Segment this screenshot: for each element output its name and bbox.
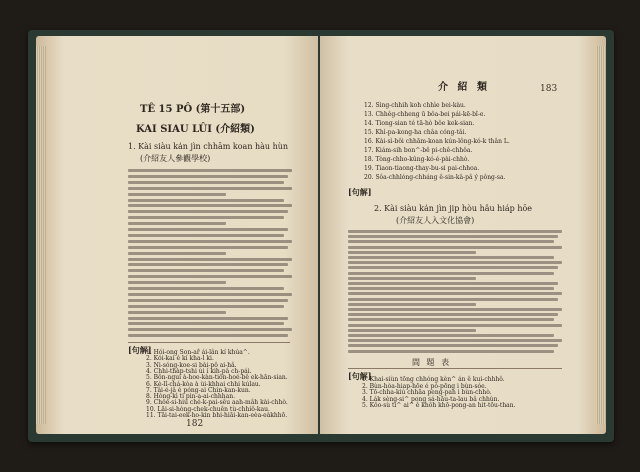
text-line [128,240,292,243]
text-line [128,204,292,207]
list-item: 9. Chôe-si-hiú ché-k-pai-sêu aah-mâh kài-chhò. [146,399,288,407]
text-line [348,240,554,243]
text-line [348,344,558,347]
list-item: 20. Sôa-chhlóng-chháng ê-sin-kâ-pâ ý pông-sa. [364,174,506,181]
list-item: 6. Kè-lî-chá-kòa à ùi-khhai chhi kúlau. [146,380,261,388]
left-page [36,36,318,434]
text-line [128,334,288,337]
text-line [348,324,562,327]
list-item: 3. Tō-chha-kiú chhāa peng-pah i bùn-chhò. [362,389,492,396]
text-line [348,308,562,311]
text-line [348,266,558,269]
notes-divider [348,368,562,369]
text-line [128,281,226,284]
lesson-heading: 1. Kài siàu ka̍n jìn chhām koan hàu hùn [128,142,289,151]
text-line [348,277,476,280]
text-line [128,181,284,184]
list-item: 2. Bùn-hòa-hiap-hōe é pó-pōng i bùn-sóe. [362,382,487,390]
text-line [128,228,288,231]
lesson-heading-cjk: (介紹友人參觀學校) [140,154,211,163]
text-line [348,261,562,264]
lesson-heading: 2. Kài siàu ka̍n jìn jip hòu hâu hiáp hōe [374,204,533,213]
text-line [128,317,288,320]
text-line [348,298,558,301]
notes-label: [句解] [128,345,152,355]
notes-divider [128,342,290,343]
text-line [128,222,226,225]
text-line [348,313,558,316]
text-line [348,350,554,353]
list-item: 5. Kôo-sù tì^ ai^ ê khôh khō-pong-an hit-tōu-than. [362,402,516,409]
text-line [128,246,288,249]
text-line [128,322,284,325]
text-line [128,175,288,178]
text-line [348,230,562,233]
text-line [348,235,558,238]
text-line [128,199,284,202]
text-line [128,299,288,302]
list-item: 8. Hòng-kì ti pin-a-ai-chhhan. [146,393,235,401]
list-item: 7. Tâi-é-jâ é póng-ai Chin-kan-kun. [146,386,251,394]
text-line [348,282,558,285]
list-item: 1. Hói-ong Son-ar̂ ái-lân kí khúa^. [146,349,250,356]
text-line [348,334,554,337]
text-line [128,275,292,278]
text-line [128,234,284,237]
text-line [128,328,292,331]
text-line [128,258,292,261]
page-number: 182 [186,419,204,429]
text-line [348,329,476,332]
text-line [128,269,284,272]
list-item: 10. Lāi-si-hòng-chek-chuên tù-chhiô-kau. [146,405,270,413]
list-item: 13. Chhêg-chheng ū bôa-bei pái-kē-bî-e. [364,111,486,118]
text-line [348,251,476,254]
running-header: 介 紹 類 [438,82,490,93]
list-item: 4. Chhi-thàp-tshi ùi í kih-pâ ch-pái. [146,367,252,375]
section-subtitle: KAI SIAU LÛI (介紹類) [136,124,255,135]
text-line [128,169,292,172]
list-item: 12. Sìng-chhih koh chhìe bei-kàu. [364,102,466,109]
text-line [348,339,562,342]
text-line [348,318,554,321]
text-line [348,246,562,249]
text-line [128,187,292,190]
text-line [128,193,226,196]
notes-label: [句解] [348,371,372,381]
book-spread [28,30,614,442]
section-label: 間 題 表 [412,358,452,367]
list-item: 1. Khai-siùn tōng chhóng kèn^ án ê kui-chhhô. [362,376,505,383]
section-title: TÊ 15 PÔ (第十五部) [140,104,246,115]
list-item: 19. Tiaon-tiaong-thay-bu-si pai-chhoa. [364,165,480,172]
list-item: 15. Khì-pa-kong-ha châa cóng-tâi. [364,129,467,136]
list-item: 3. Ni-sóng-koe-si bài-pô ai-hâ. [146,361,237,369]
text-line [348,256,554,259]
list-item: 14. Tiong-sian té tā-hò bôe kek-sian. [364,120,475,127]
text-line [128,263,288,266]
list-item: 4. Lák sèng-si^ pong sá-hāu-ta-lau bâ chhùn. [362,395,500,403]
text-line [128,287,284,290]
list-item: 11. Tāi-tai-eek-ho-kin bhi-hiāi-kan-eèa-eàkhhō. [146,412,288,419]
text-line [128,210,288,213]
text-line [348,292,562,295]
text-line [128,216,284,219]
text-line [128,293,292,296]
page-number: 183 [540,84,558,94]
text-line [348,272,554,275]
list-item: 2. Kói-kai é kí kha-l ki. [146,355,214,363]
list-item: 5. Bôn-ngui à-hoe-kàn-tiôn-hoé-bê ek-hān-sian. [146,374,288,382]
lesson-heading-cjk: (介紹友人入文化協會) [396,216,475,225]
list-item: 18. Tòng-chho-kûng-kó-é-pài-chhò. [364,156,470,163]
list-item: 16. Kài-sì-bôi chhām-koan kún-lông-kó-k thân L. [364,138,510,145]
text-line [348,303,476,306]
text-line [128,252,226,255]
text-line [128,311,226,314]
text-line [348,287,554,290]
list-item: 17. Kiám-sih bon^-bê pi-chê-chhôa. [364,147,473,154]
text-line [128,305,284,308]
right-page [320,36,606,434]
footnote: [句解] [348,187,372,197]
